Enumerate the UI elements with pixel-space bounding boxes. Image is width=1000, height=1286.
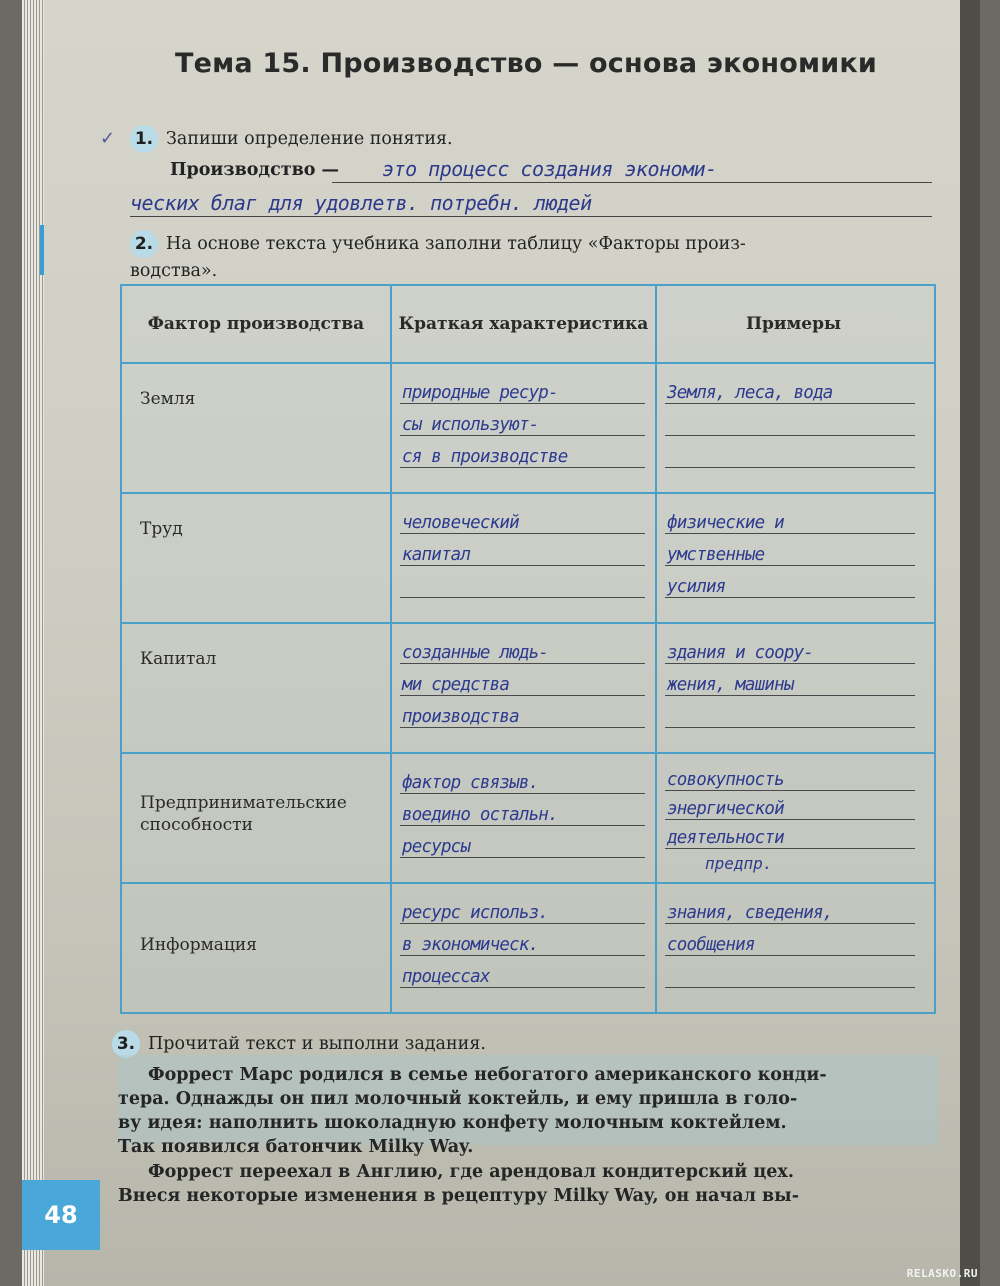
handwritten-answer: ся в производстве bbox=[402, 447, 568, 467]
answer-line bbox=[665, 534, 915, 566]
task-1-text: Запиши определение понятия. bbox=[166, 129, 453, 149]
table-divider bbox=[122, 622, 934, 624]
definition-line-1 bbox=[332, 152, 932, 183]
text-line: Так появился батончик Milky Way. bbox=[118, 1137, 474, 1157]
paragraph-2 bbox=[118, 1160, 933, 1208]
task-3-text: Прочитай текст и выполни задания. bbox=[148, 1034, 486, 1054]
handwritten-answer: созданные людь- bbox=[402, 643, 549, 663]
examples-cell bbox=[665, 632, 915, 728]
handwritten-answer: фактор связыв. bbox=[402, 773, 539, 793]
answer-line bbox=[665, 791, 915, 820]
handwritten-answer: энергической bbox=[667, 799, 784, 819]
description-cell bbox=[400, 502, 645, 598]
handwritten-answer: Земля, леса, вода bbox=[667, 383, 833, 403]
answer-line bbox=[400, 794, 645, 826]
answer-line bbox=[400, 436, 645, 468]
handwritten-answer: природные ресур- bbox=[402, 383, 558, 403]
answer-line bbox=[665, 566, 915, 598]
answer-line bbox=[400, 892, 645, 924]
handwritten-answer: здания и соору- bbox=[667, 643, 814, 663]
table-divider bbox=[390, 286, 392, 1012]
answer-line bbox=[665, 372, 915, 404]
answer-line bbox=[665, 696, 915, 728]
examples-cell bbox=[665, 502, 915, 598]
header-examples: Примеры bbox=[745, 314, 842, 334]
answer-line bbox=[400, 372, 645, 404]
table-divider bbox=[122, 752, 934, 754]
term-label: Производство — bbox=[170, 160, 340, 180]
definition-answer-1: это процесс создания экономи- bbox=[382, 157, 717, 181]
handwritten-answer: жения, машины bbox=[667, 675, 794, 695]
definition-line-2 bbox=[130, 186, 932, 217]
text-line: тера. Однажды он пил молочный коктейль, и ему пришла в голо- bbox=[118, 1089, 798, 1109]
factor-name: Капитал bbox=[140, 649, 217, 669]
handwritten-answer: процессах bbox=[402, 967, 490, 987]
answer-line bbox=[400, 762, 645, 794]
header-description: Краткая характеристика bbox=[398, 314, 649, 334]
answer-line bbox=[400, 924, 645, 956]
handwritten-answer: усилия bbox=[667, 577, 726, 597]
watermark: RELASKO.RU bbox=[906, 1267, 978, 1280]
handwritten-answer: в экономическ. bbox=[402, 935, 539, 955]
factor-name: Информация bbox=[140, 935, 257, 955]
answer-line bbox=[665, 892, 915, 924]
table-divider bbox=[655, 286, 657, 1012]
answer-line bbox=[665, 664, 915, 696]
handwritten-answer: ресурс использ. bbox=[402, 903, 549, 923]
task-2-text-line1: На основе текста учебника заполни таблицу «Факторы произ- bbox=[166, 234, 746, 254]
description-cell bbox=[400, 372, 645, 468]
factor-name: Труд bbox=[140, 519, 183, 539]
answer-line bbox=[665, 956, 915, 988]
description-cell bbox=[400, 762, 645, 858]
handwritten-answer: сы используют- bbox=[402, 415, 539, 435]
table-divider bbox=[122, 492, 934, 494]
handwritten-answer: предпр. bbox=[705, 854, 773, 873]
handwritten-answer: человеческий bbox=[402, 513, 519, 533]
task-number: 1. bbox=[130, 125, 158, 153]
task-3 bbox=[112, 1030, 486, 1058]
table-divider bbox=[122, 882, 934, 884]
task-number: 3. bbox=[112, 1030, 140, 1058]
handwritten-answer: совокупность bbox=[667, 770, 784, 790]
answer-line bbox=[665, 820, 915, 849]
handwritten-answer: умственные bbox=[667, 545, 765, 565]
examples-cell bbox=[665, 762, 915, 873]
task-number: 2. bbox=[130, 230, 158, 258]
answer-line bbox=[400, 826, 645, 858]
answer-line bbox=[400, 404, 645, 436]
answer-line bbox=[665, 924, 915, 956]
handwritten-answer: ми средства bbox=[402, 675, 510, 695]
check-mark-icon: ✓ bbox=[100, 128, 116, 149]
answer-line bbox=[665, 502, 915, 534]
answer-line bbox=[400, 502, 645, 534]
answer-line bbox=[665, 436, 915, 468]
task-2-text-line2: водства». bbox=[130, 261, 218, 281]
page-title: Тема 15. Производство — основа экономики bbox=[175, 48, 878, 79]
answer-line bbox=[400, 534, 645, 566]
handwritten-answer: деятельности bbox=[667, 828, 784, 848]
task-1 bbox=[130, 125, 453, 153]
answer-line bbox=[665, 632, 915, 664]
text-line: Внеся некоторые изменения в рецептуру Milky Way, он начал вы- bbox=[118, 1186, 799, 1206]
answer-line bbox=[400, 632, 645, 664]
page-number: 48 bbox=[22, 1180, 100, 1250]
answer-line bbox=[665, 762, 915, 791]
handwritten-answer: ресурсы bbox=[402, 837, 471, 857]
description-cell bbox=[400, 892, 645, 988]
answer-line bbox=[400, 664, 645, 696]
answer-line bbox=[400, 696, 645, 728]
margin-stripe bbox=[40, 225, 44, 275]
page-edge bbox=[22, 0, 44, 1286]
examples-cell bbox=[665, 372, 915, 468]
examples-cell bbox=[665, 892, 915, 988]
answer-line bbox=[400, 956, 645, 988]
paragraph-1 bbox=[118, 1063, 933, 1159]
handwritten-answer: знания, сведения, bbox=[667, 903, 833, 923]
right-shadow bbox=[960, 0, 980, 1286]
header-factor: Фактор производства bbox=[147, 314, 365, 334]
factor-name: Земля bbox=[140, 389, 196, 409]
factor-name: Предпринимательские способности bbox=[140, 793, 347, 835]
handwritten-answer: физические и bbox=[667, 513, 784, 533]
handwritten-answer: сообщения bbox=[667, 935, 755, 955]
answer-continuation bbox=[665, 849, 915, 873]
task-2 bbox=[130, 230, 935, 285]
handwritten-answer: производства bbox=[402, 707, 519, 727]
text-line: ву идея: наполнить шоколадную конфету молочным коктейлем. bbox=[118, 1113, 787, 1133]
definition-answer-2: ческих благ для удовлетв. потребн. людей bbox=[130, 191, 592, 215]
handwritten-answer: воедино остальн. bbox=[402, 805, 558, 825]
answer-line bbox=[665, 404, 915, 436]
answer-line bbox=[400, 566, 645, 598]
description-cell bbox=[400, 632, 645, 728]
table-divider bbox=[122, 362, 934, 364]
text-line: Форрест Марс родился в семье небогатого американского конди- bbox=[148, 1065, 827, 1085]
text-line: Форрест переехал в Англию, где арендовал кондитерский цех. bbox=[148, 1162, 794, 1182]
factors-table bbox=[120, 284, 936, 1014]
handwritten-answer: капитал bbox=[402, 545, 471, 565]
